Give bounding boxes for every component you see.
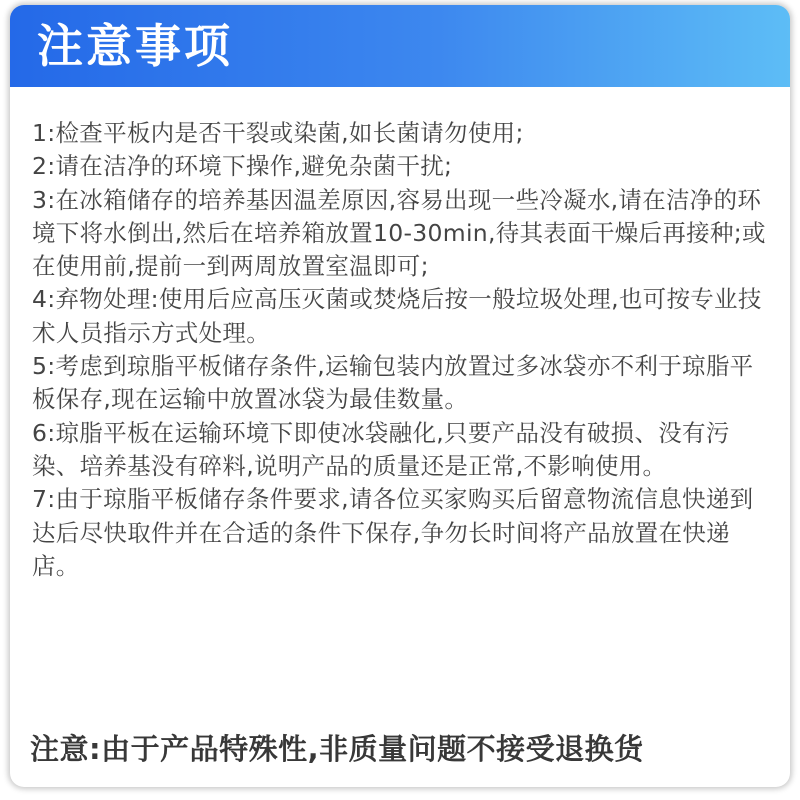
header-banner	[10, 5, 790, 87]
notice-card	[10, 5, 790, 787]
return-policy-note: 注意:由于产品特殊性,非质量问题不接受退换货	[30, 732, 644, 766]
note-item-4: 4:弃物处理:使用后应高压灭菌或焚烧后按一般垃圾处理,也可按专业技术人员指示方式处理。	[32, 285, 762, 347]
note-item-2: 2:请在洁净的环境下操作,避免杂菌干扰;	[32, 152, 453, 181]
note-item-7: 7:由于琼脂平板储存条件要求,请各位买家购买后留意物流信息快递到达后尽快取件并在合适的条件下保存,争勿长时间将产品放置在快递店。	[32, 485, 754, 580]
note-item-1: 1:检查平板内是否干裂或染菌,如长菌请勿使用;	[32, 119, 524, 147]
note-item-3: 3:在冰箱储存的培养基因温差原因,容易出现一些冷凝水,请在洁净的环境下将水倒出,然后在培养箱放置10-30min,待其表面干燥后再接种;或在使用前,提前一到两周放置室温即可;	[32, 185, 766, 281]
notes-list	[10, 87, 790, 583]
note-item-6: 6:琼脂平板在运输环境下即使冰袋融化,只要产品没有破损、没有污染、培养基没有碎料,说明产品的质量还是正常,不影响使用。	[32, 418, 730, 480]
page-title: 注意事项	[37, 19, 233, 73]
note-item-5: 5:考虑到琼脂平板储存条件,运输包装内放置过多冰袋亦不利于琼脂平板保存,现在运输中放置冰袋为最佳数量。	[32, 352, 754, 414]
